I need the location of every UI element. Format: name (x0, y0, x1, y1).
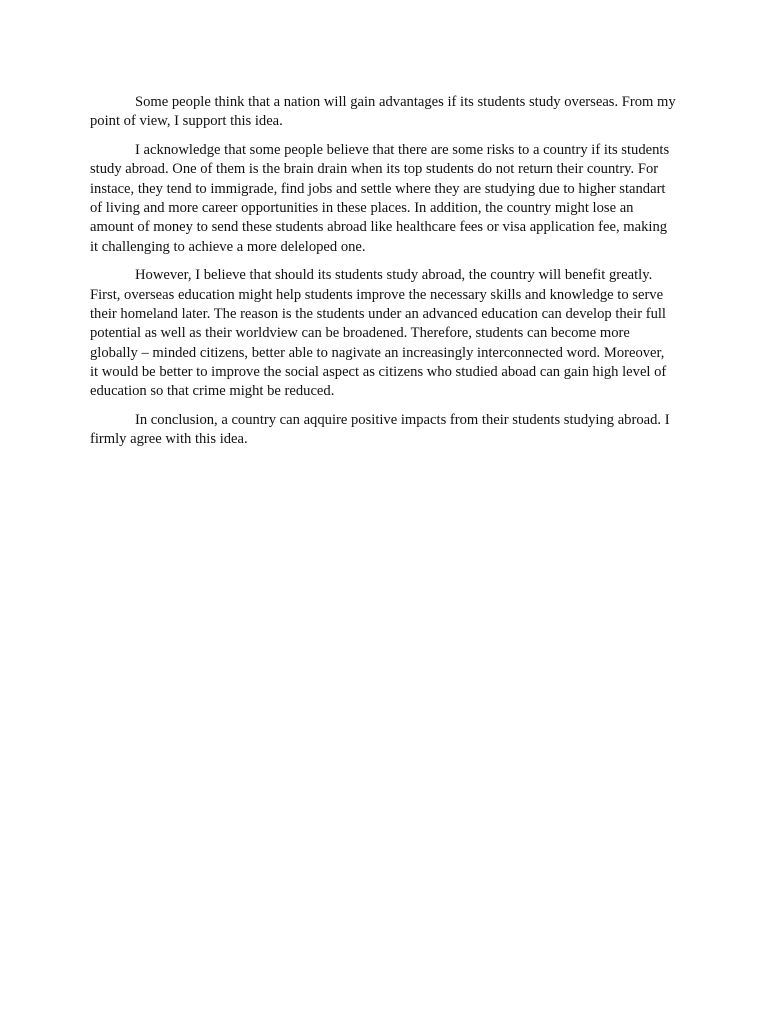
conclusion-paragraph: In conclusion, a country can aqquire positive impacts from their students studying abroad. I firmly agree with this idea. (90, 411, 670, 448)
argument-paragraph: However, I believe that should its students study abroad, the country will benefit greatly. First, overseas education might help students improve the necessary skills and knowledge to serve their homeland later. The reason is the students under an advanced education can develop their full potential as well as their worldview can be broadened. Therefore, students can become more globally – minded citizens, better able to nagivate an increasingly interconnected word. Moreover, it would be better to improve the social aspect as citizens who studied aboad can gain high level of education so that crime might be reduced. (90, 267, 667, 400)
introduction-paragraph: Some people think that a nation will gain advantages if its students study overseas. From my point of view, I support this idea. (90, 94, 676, 130)
essay-body (90, 93, 676, 459)
counterargument-paragraph: I acknowledge that some people believe that there are some risks to a country if its students study abroad. One of them is the brain drain when its top students do not return their country. For instace, they tend to immigrade, find jobs and settle where they are studying due to higher standart of living and more career opportunities in these places. In addition, the country might lose an amount of money to send these students abroad like healthcare fees or visa application fee, making it challenging to achieve a more deleloped one. (90, 142, 670, 255)
